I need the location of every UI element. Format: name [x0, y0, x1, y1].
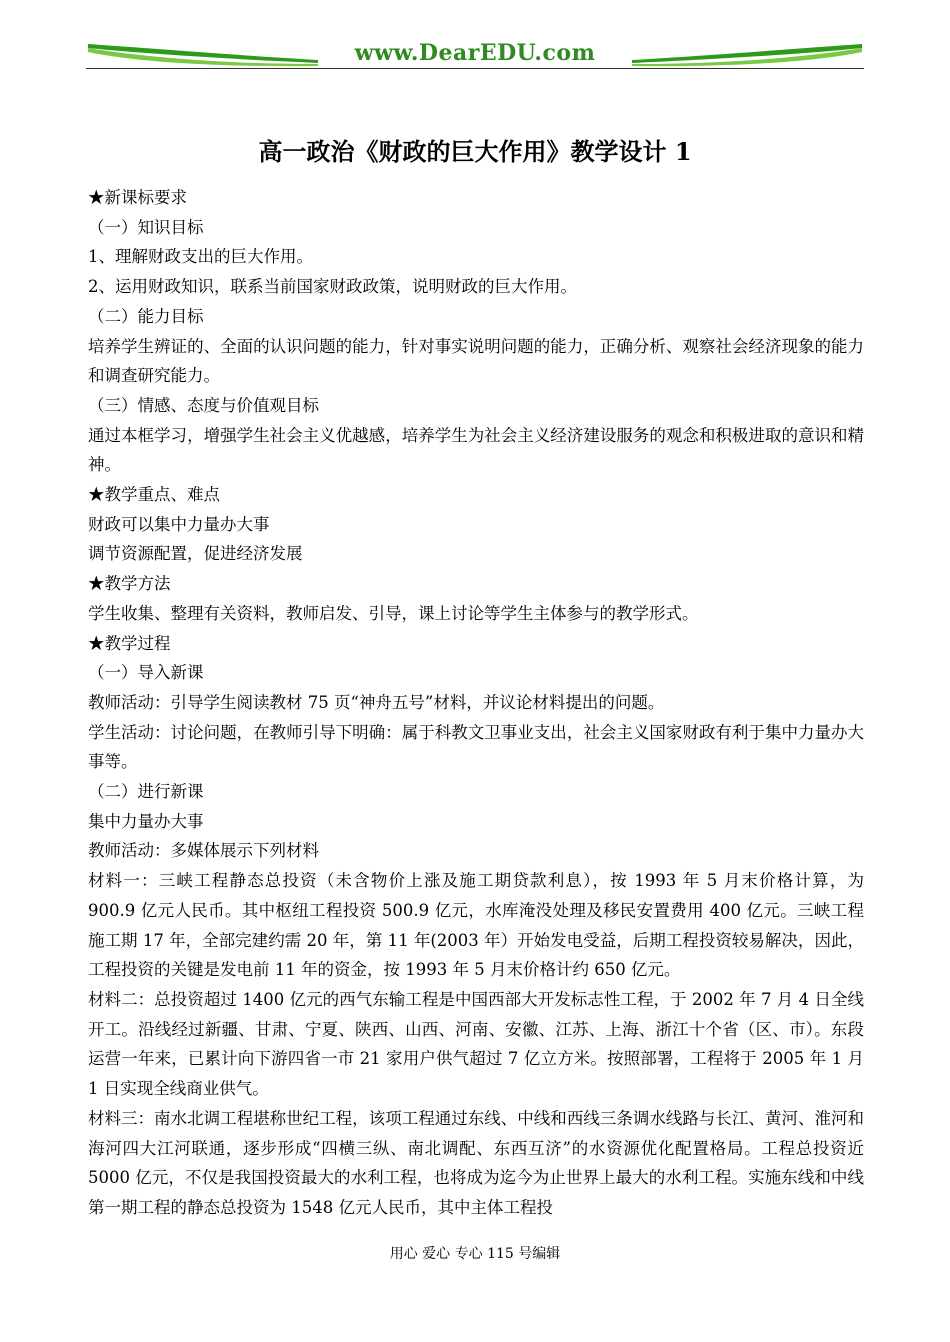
subheading: （二）能力目标	[88, 306, 204, 326]
subheading: （三）情感、态度与价值观目标	[88, 395, 319, 415]
material-paragraph: 材料一：三峡工程静态总投资（未含物价上涨及施工期贷款利息），按 1993 年 5 月末价格计算，为 900.9 亿元人民币。其中枢纽工程投资 500.9 亿元，水库淹没处理及移民安置费用 400 亿元。三峡工程施工期 17 年，全部完建约需 20 年，第 11 年(2003 年）开始发电受益，后期工程投资较易解决，因此，工程投资的关键是发电前 11 年的资金，按 1993 年 5 月末价格计约 650 亿元。	[88, 871, 864, 980]
paragraph: 学生收集、整理有关资料，教师启发、引导，课上讨论等学生主体参与的教学形式。	[88, 603, 699, 623]
material-paragraph: 材料三：南水北调工程堪称世纪工程，该项工程通过东线、中线和西线三条调水线路与长江、黄河、淮河和海河四大江河联通，逐步形成“四横三纵、南北调配、东西互济”的水资源优化配置格局。工程总投资近 5000 亿元，不仅是我国投资最大的水利工程，也将成为迄今为止世界上最大的水利工程。实施东线和中线第一期工程的静态总投资为 1548 亿元人民币，其中主体工程投	[88, 1108, 864, 1217]
site-logo-text: www.DearEDU.com	[354, 40, 596, 66]
page-header	[86, 38, 864, 70]
header-divider	[86, 68, 864, 69]
paragraph: 通过本框学习，增强学生社会主义优越感，培养学生为社会主义经济建设服务的观念和积极进取的意识和精神。	[88, 425, 864, 475]
section-heading: ★教学重点、难点	[88, 485, 220, 505]
paragraph: 2、运用财政知识，联系当前国家财政政策，说明财政的巨大作用。	[88, 277, 577, 297]
subheading: （二）进行新课	[88, 782, 204, 802]
document-body	[88, 183, 864, 1223]
paragraph: 集中力量办大事	[88, 811, 204, 831]
paragraph: 教师活动：多媒体展示下列材料	[88, 841, 319, 861]
paragraph: 1、理解财政支出的巨大作用。	[88, 247, 313, 267]
paragraph: 培养学生辨证的、全面的认识问题的能力，针对事实说明问题的能力，正确分析、观察社会经济现象的能力和调查研究能力。	[88, 336, 864, 386]
material-paragraph: 材料二：总投资超过 1400 亿元的西气东输工程是中国西部大开发标志性工程，于 2002 年 7 月 4 日全线开工。沿线经过新疆、甘肃、宁夏、陕西、山西、河南、安徽、江苏、上海、浙江十个省（区、市）。东段运营一年来，已累计向下游四省一市 21 家用户供气超过 7 亿立方米。按照部署，工程将于 2005 年 1 月 1 日实现全线商业供气。	[88, 989, 864, 1099]
paragraph: 调节资源配置，促进经济发展	[88, 544, 303, 564]
paragraph: 学生活动：讨论问题，在教师引导下明确：属于科教文卫事业支出，社会主义国家财政有利于集中力量办大事等。	[88, 722, 864, 772]
paragraph: 教师活动：引导学生阅读教材 75 页“神舟五号”材料，并议论材料提出的问题。	[88, 692, 665, 712]
subheading: （一）导入新课	[88, 663, 204, 683]
paragraph: 财政可以集中力量办大事	[88, 514, 270, 534]
page-footer: 用心 爱心 专心 115 号编辑	[389, 1246, 561, 1262]
document-title: 高一政治《财政的巨大作用》教学设计 1	[258, 137, 692, 166]
section-heading: ★教学方法	[88, 574, 171, 594]
section-heading: ★教学过程	[88, 633, 171, 653]
subheading: （一）知识目标	[88, 217, 204, 237]
section-heading: ★新课标要求	[88, 188, 187, 207]
